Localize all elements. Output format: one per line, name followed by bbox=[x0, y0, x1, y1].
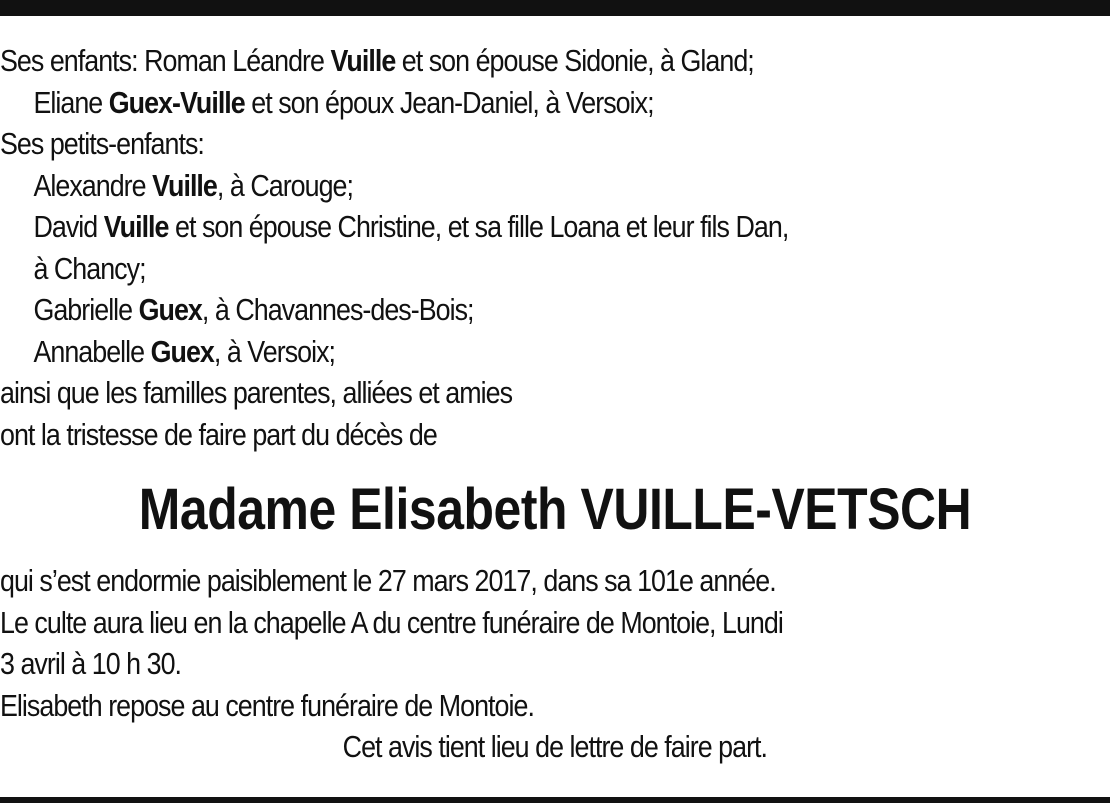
details-line: Elisabeth repose au centre funéraire de Montoie. bbox=[0, 688, 534, 723]
closing-line: Cet avis tient lieu de lettre de faire part. bbox=[342, 730, 768, 764]
child-details: et son époux Jean-Daniel, à Versoix; bbox=[244, 85, 654, 120]
grandchildren-label: Ses petits-enfants: bbox=[0, 127, 204, 161]
children-label: Ses enfants: bbox=[0, 44, 145, 78]
grandchild-line bbox=[0, 290, 1110, 332]
child-details: et son épouse Sidonie, à Gland; bbox=[395, 44, 754, 78]
grandchild-line bbox=[0, 166, 1110, 208]
grandchild-details: , à Chavannes-des-Bois; bbox=[201, 293, 474, 327]
grandchild-given-name: Annabelle bbox=[33, 334, 151, 369]
bottom-border bbox=[0, 797, 1110, 803]
grandchild-line-continuation: à Chancy; bbox=[33, 251, 146, 286]
child-surname: Vuille bbox=[330, 44, 396, 78]
grandchild-surname: Vuille bbox=[103, 210, 169, 244]
deceased-name: Madame Elisabeth VUILLE-VETSCH bbox=[138, 477, 972, 542]
details-line: qui s’est endormie paisiblement le 27 mars 2017, dans sa 101e année. bbox=[0, 564, 776, 598]
grandchild-surname: Guex bbox=[138, 293, 202, 327]
grandchild-line bbox=[0, 332, 1110, 374]
top-border bbox=[0, 0, 1110, 16]
children-line-1 bbox=[0, 41, 1110, 83]
grandchild-surname: Guex bbox=[150, 334, 214, 369]
grandchild-details: et son épouse Christine, et sa fille Loana et leur fils Dan, bbox=[168, 210, 789, 244]
grandchild-surname: Vuille bbox=[152, 168, 217, 203]
grandchild-line bbox=[0, 207, 1110, 249]
announcement-line: ont la tristesse de faire part du décès de bbox=[0, 417, 437, 452]
ceremony-details bbox=[0, 561, 1110, 769]
family-list bbox=[0, 41, 1110, 456]
grandchild-given-name: David bbox=[33, 210, 104, 244]
families-line: ainsi que les familles parentes, alliées et amies bbox=[0, 376, 513, 410]
child-surname: Guex-Vuille bbox=[108, 85, 245, 120]
child-given-name: Eliane bbox=[33, 85, 109, 120]
grandchild-details: , à Versoix; bbox=[213, 334, 336, 369]
grandchild-given-name: Alexandre bbox=[33, 168, 153, 203]
child-given-name: Roman Léandre bbox=[144, 44, 331, 78]
details-line: 3 avril à 10 h 30. bbox=[0, 647, 182, 681]
grandchild-details: , à Carouge; bbox=[216, 168, 353, 203]
grandchild-given-name: Gabrielle bbox=[33, 293, 139, 327]
deceased-name-heading bbox=[0, 477, 1110, 543]
children-line-2 bbox=[0, 83, 1110, 125]
details-line: Le culte aura lieu en la chapelle A du centre funéraire de Montoie, Lundi bbox=[0, 605, 783, 640]
